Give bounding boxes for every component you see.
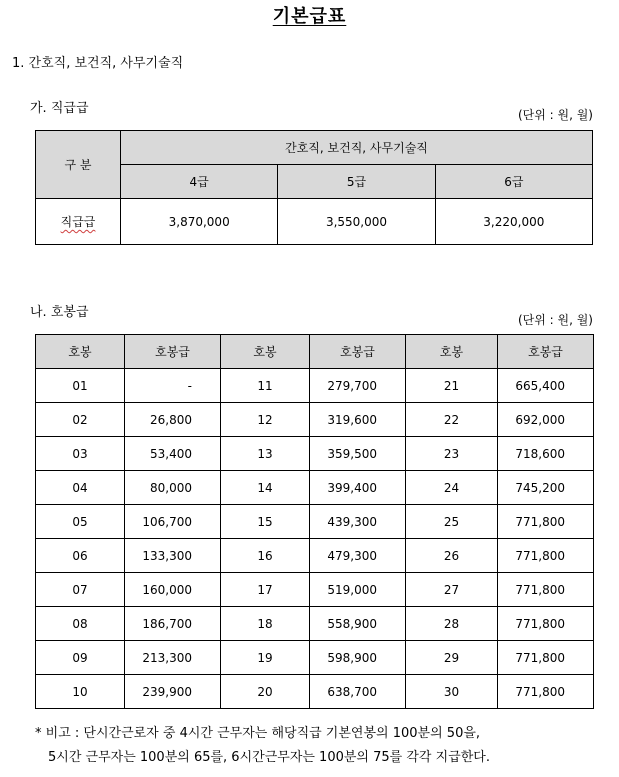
table-row bbox=[36, 607, 594, 641]
step-pay-value: 519,000 bbox=[310, 573, 406, 607]
unit-label-a: (단위 : 원, 월) bbox=[517, 108, 593, 122]
step-number: 02 bbox=[36, 403, 125, 437]
step-pay-table bbox=[35, 334, 594, 709]
step-pay-value: 399,400 bbox=[310, 471, 406, 505]
step-number: 26 bbox=[406, 539, 498, 573]
table-row bbox=[36, 369, 594, 403]
step-pay-value: 479,300 bbox=[310, 539, 406, 573]
step-pay-value: 771,800 bbox=[498, 641, 594, 675]
section-1-heading: 1. 간호직, 보건직, 사무기술직 bbox=[12, 56, 184, 71]
step-number: 28 bbox=[406, 607, 498, 641]
table-row bbox=[36, 403, 594, 437]
grade-pay-value: 3,220,000 bbox=[435, 199, 592, 245]
page-title: 기본급표 bbox=[272, 6, 347, 27]
step-number: 19 bbox=[221, 641, 310, 675]
step-number: 01 bbox=[36, 369, 125, 403]
step-pay-value: 771,800 bbox=[498, 573, 594, 607]
row-label: 직급급 bbox=[36, 199, 121, 245]
step-number: 27 bbox=[406, 573, 498, 607]
step-number: 07 bbox=[36, 573, 125, 607]
step-pay-value: 771,800 bbox=[498, 505, 594, 539]
job-group-header: 간호직, 보건직, 사무기술직 bbox=[121, 131, 593, 165]
step-pay-value: 598,900 bbox=[310, 641, 406, 675]
step-pay-value: 638,700 bbox=[310, 675, 406, 709]
step-number: 11 bbox=[221, 369, 310, 403]
note-line-2: 5시간 근무자는 100분의 65를, 6시간근무자는 100분의 75를 각각 지급한다. bbox=[48, 750, 490, 765]
division-header: 구 분 bbox=[36, 131, 121, 199]
step-pay-value: 718,600 bbox=[498, 437, 594, 471]
step-table-header: 호봉 bbox=[221, 335, 310, 369]
step-table-header: 호봉급 bbox=[125, 335, 221, 369]
table-row bbox=[36, 675, 594, 709]
step-table-header: 호봉 bbox=[406, 335, 498, 369]
step-number: 21 bbox=[406, 369, 498, 403]
step-pay-value: - bbox=[125, 369, 221, 403]
step-number: 18 bbox=[221, 607, 310, 641]
step-pay-value: 771,800 bbox=[498, 675, 594, 709]
step-number: 25 bbox=[406, 505, 498, 539]
subsection-b-heading: 나. 호봉급 bbox=[30, 305, 89, 320]
step-pay-value: 771,800 bbox=[498, 607, 594, 641]
step-number: 23 bbox=[406, 437, 498, 471]
step-pay-value: 80,000 bbox=[125, 471, 221, 505]
step-pay-value: 439,300 bbox=[310, 505, 406, 539]
step-number: 08 bbox=[36, 607, 125, 641]
step-number: 13 bbox=[221, 437, 310, 471]
step-pay-value: 692,000 bbox=[498, 403, 594, 437]
step-pay-value: 745,200 bbox=[498, 471, 594, 505]
table-row bbox=[36, 437, 594, 471]
step-number: 16 bbox=[221, 539, 310, 573]
subsection-a-heading: 가. 직급급 bbox=[30, 101, 89, 116]
grade-header: 6급 bbox=[435, 165, 592, 199]
step-pay-value: 665,400 bbox=[498, 369, 594, 403]
step-number: 12 bbox=[221, 403, 310, 437]
step-table-header: 호봉급 bbox=[310, 335, 406, 369]
step-number: 03 bbox=[36, 437, 125, 471]
step-number: 06 bbox=[36, 539, 125, 573]
step-number: 04 bbox=[36, 471, 125, 505]
table-row bbox=[36, 641, 594, 675]
step-pay-value: 213,300 bbox=[125, 641, 221, 675]
step-number: 14 bbox=[221, 471, 310, 505]
grade-pay-table bbox=[35, 130, 593, 245]
table-row bbox=[36, 573, 594, 607]
step-pay-value: 359,500 bbox=[310, 437, 406, 471]
step-pay-value: 186,700 bbox=[125, 607, 221, 641]
grade-header: 5급 bbox=[278, 165, 435, 199]
grade-pay-value: 3,870,000 bbox=[121, 199, 278, 245]
step-pay-value: 106,700 bbox=[125, 505, 221, 539]
step-pay-value: 53,400 bbox=[125, 437, 221, 471]
step-table-header: 호봉 bbox=[36, 335, 125, 369]
step-number: 24 bbox=[406, 471, 498, 505]
grade-pay-value: 3,550,000 bbox=[278, 199, 435, 245]
step-table-header: 호봉급 bbox=[498, 335, 594, 369]
step-pay-value: 160,000 bbox=[125, 573, 221, 607]
table-row bbox=[36, 539, 594, 573]
step-number: 10 bbox=[36, 675, 125, 709]
step-pay-value: 26,800 bbox=[125, 403, 221, 437]
step-pay-value: 558,900 bbox=[310, 607, 406, 641]
step-number: 05 bbox=[36, 505, 125, 539]
step-number: 15 bbox=[221, 505, 310, 539]
table-row bbox=[36, 505, 594, 539]
grade-header: 4급 bbox=[121, 165, 278, 199]
step-number: 09 bbox=[36, 641, 125, 675]
step-number: 20 bbox=[221, 675, 310, 709]
step-number: 17 bbox=[221, 573, 310, 607]
note bbox=[35, 722, 595, 770]
step-number: 30 bbox=[406, 675, 498, 709]
step-pay-value: 133,300 bbox=[125, 539, 221, 573]
step-pay-value: 771,800 bbox=[498, 539, 594, 573]
step-pay-value: 239,900 bbox=[125, 675, 221, 709]
unit-label-b: (단위 : 원, 월) bbox=[517, 313, 593, 327]
table-row bbox=[36, 471, 594, 505]
step-pay-value: 319,600 bbox=[310, 403, 406, 437]
note-line-1: * 비고 : 단시간근로자 중 4시간 근무자는 해당직급 기본연봉의 100분의 50을, bbox=[35, 726, 481, 741]
step-number: 22 bbox=[406, 403, 498, 437]
step-pay-value: 279,700 bbox=[310, 369, 406, 403]
step-number: 29 bbox=[406, 641, 498, 675]
